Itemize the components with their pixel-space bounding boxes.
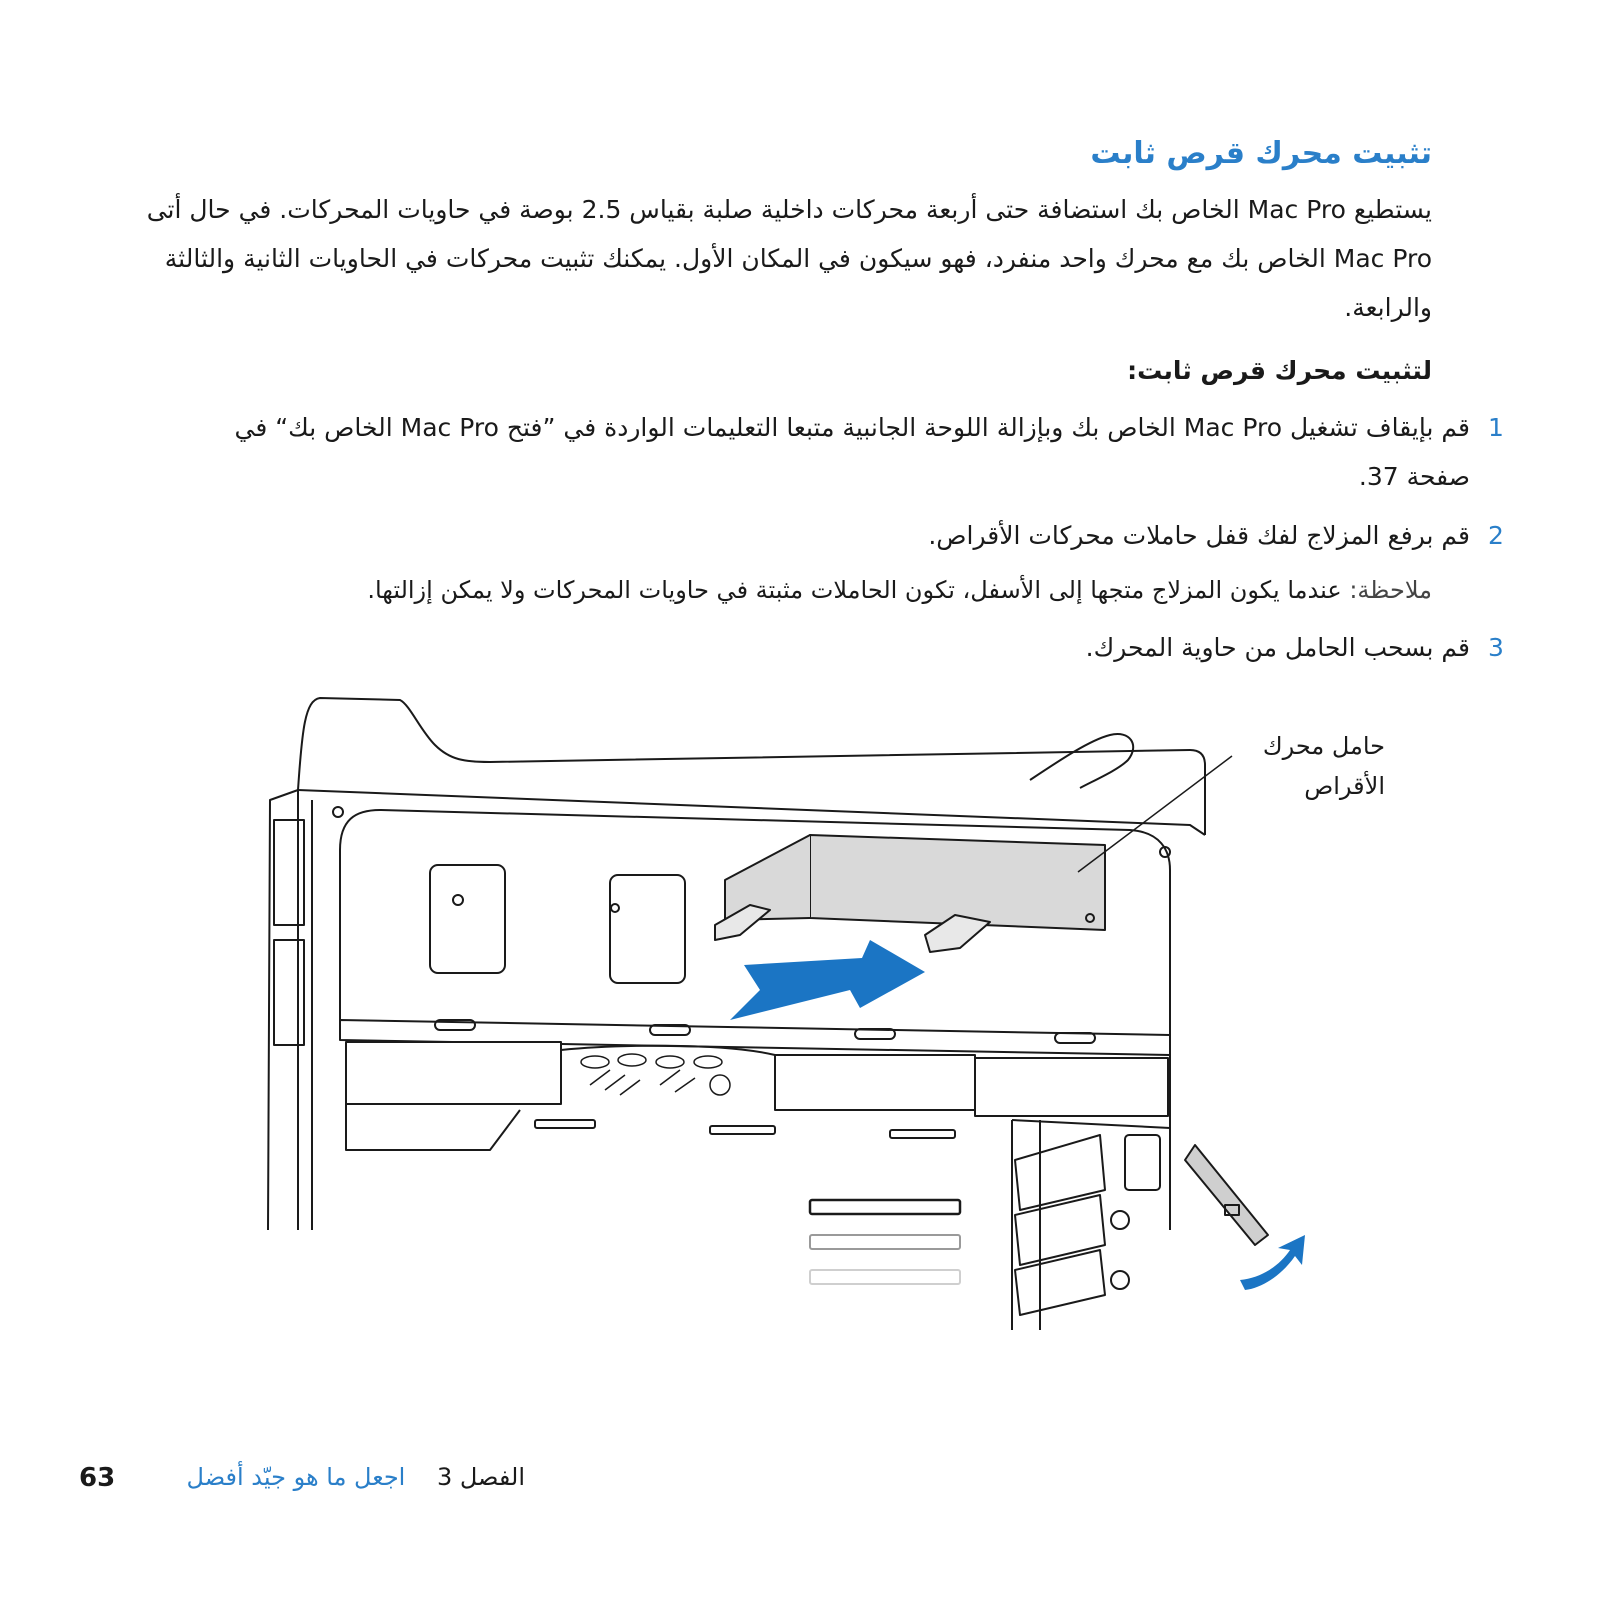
step-text: قم بإيقاف تشغيل Mac Pro الخاص بك وبإزالة اللوحة الجانبية متبعا التعليمات الواردة في ”فتح Mac Pro الخاص بك“ في صفحة 37. bbox=[234, 413, 1470, 491]
intro-paragraph: يستطيع Mac Pro الخاص بك استضافة حتى أربعة محركات داخلية صلبة بقياس 2.5 بوصة في حاويات المحركات. في حال أتى Mac Pro الخاص بك مع محرك واحد منفرد، فهو سيكون في المكان الأول. يمكنك تثبيت محركات في الحاويات الثانية والثالثة والرابعة. bbox=[146, 195, 1432, 322]
handle-right bbox=[1030, 734, 1133, 788]
step-item bbox=[170, 511, 1504, 560]
case-left-side bbox=[268, 790, 298, 1230]
chapter-footer bbox=[175, 1463, 525, 1491]
latch-arrow-icon bbox=[1240, 1235, 1305, 1290]
lift-arrow bbox=[730, 940, 925, 1020]
drive-carrier-callout: حامل محرك الأقراص bbox=[1262, 732, 1385, 800]
step-number: 2 bbox=[1488, 521, 1504, 550]
drive-bay-4 bbox=[975, 1058, 1168, 1116]
step-item bbox=[170, 623, 1504, 672]
steps-heading: لتثبيت محرك قرص ثابت: bbox=[1127, 356, 1432, 385]
chapter-label: الفصل 3 bbox=[436, 1463, 525, 1491]
drive-bay-3 bbox=[775, 1055, 975, 1110]
note-text: عندما يكون المزلاج متجها إلى الأسفل، تكون الحاملات مثبتة في حاويات المحركات ولا يمكن إزالتها. bbox=[367, 576, 1342, 604]
step-number: 1 bbox=[1488, 413, 1504, 442]
callout-leader bbox=[1078, 756, 1232, 872]
step-text: قم بسحب الحامل من حاوية المحرك. bbox=[1085, 633, 1470, 662]
note bbox=[132, 570, 1432, 610]
note-label: ملاحظة: bbox=[1349, 576, 1432, 604]
section-title: تثبيت محرك قرص ثابت bbox=[1090, 136, 1432, 171]
latch bbox=[1185, 1145, 1268, 1245]
drive-bay-1 bbox=[346, 1042, 561, 1104]
step-item bbox=[170, 403, 1504, 501]
page-number: 63 bbox=[79, 1463, 116, 1493]
chapter-title: اجعل ما هو جيّد أفضل bbox=[186, 1463, 406, 1491]
step-number: 3 bbox=[1488, 633, 1504, 662]
mac-pro-drive-bay-illustration bbox=[250, 690, 1330, 1350]
step-text: قم برفع المزلاج لفك قفل حاملات محركات الأقراص. bbox=[928, 521, 1470, 550]
case-top bbox=[298, 698, 1205, 835]
